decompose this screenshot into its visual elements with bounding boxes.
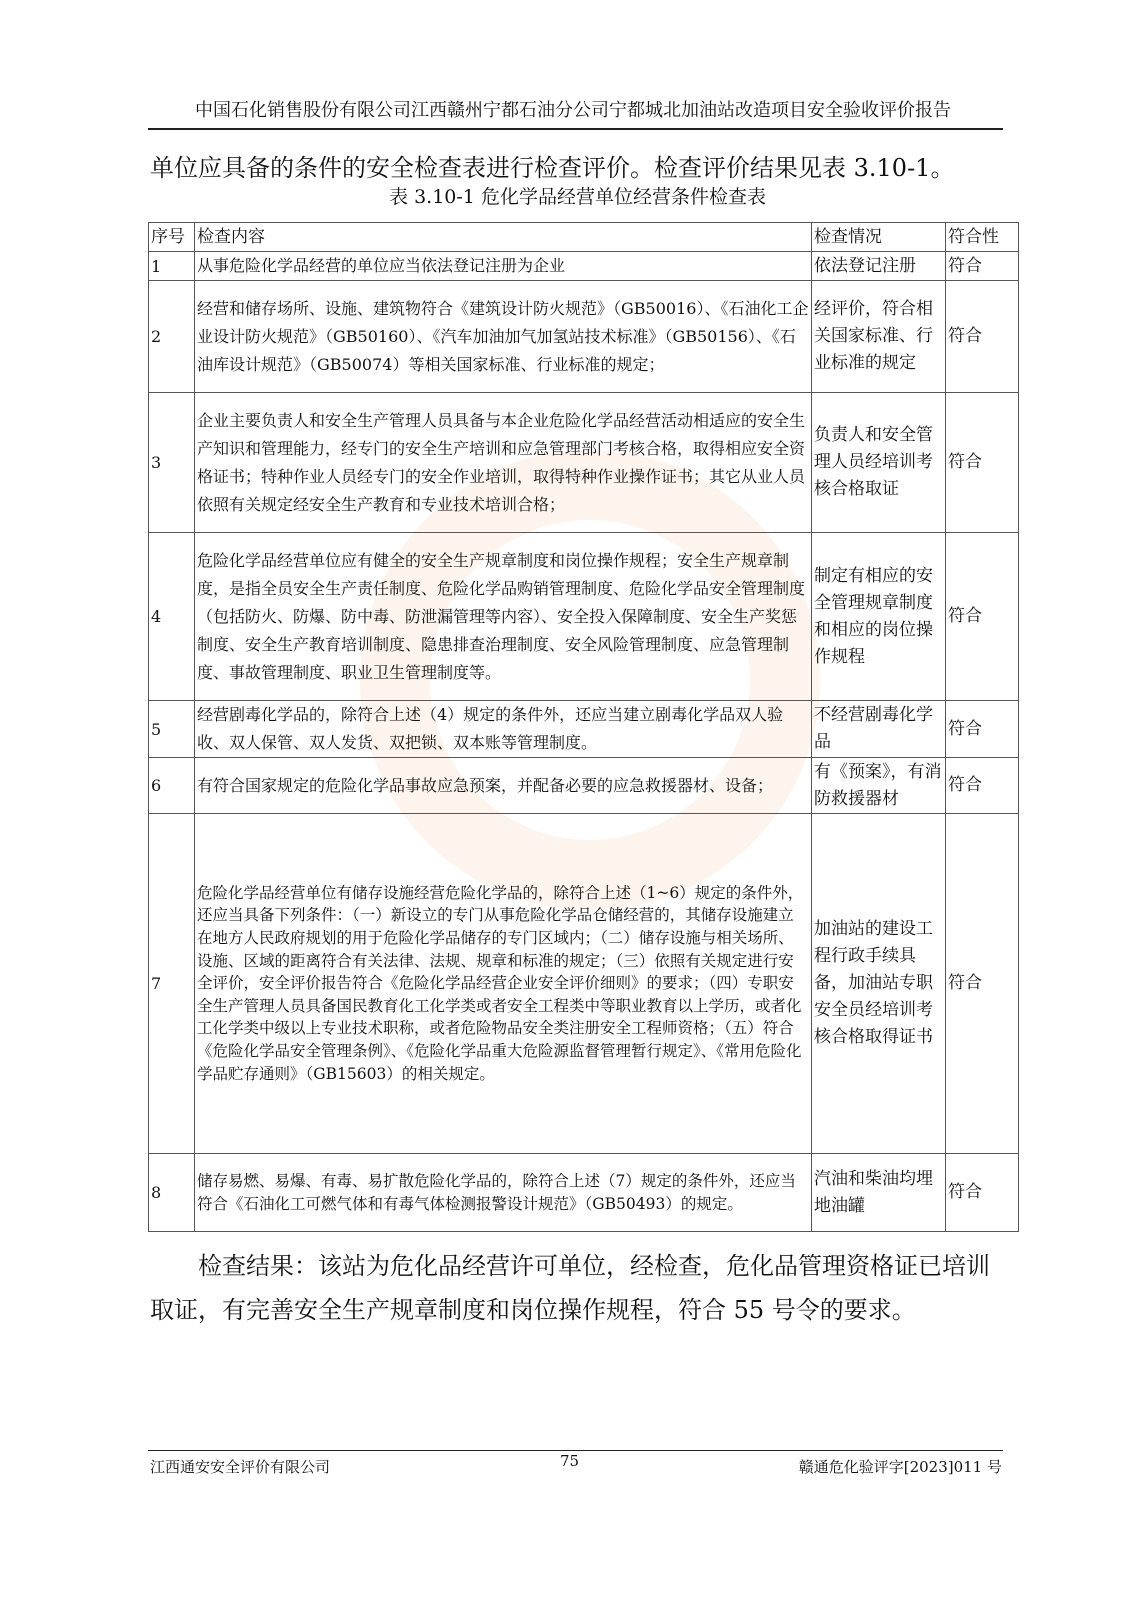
- row-content: 储存易燃、易爆、有毒、易扩散危险化学品的，除符合上述（7）规定的条件外，还应当符合《石油化工可燃气体和有毒气体检测报警设计规范》（GB50493）的规定。: [195, 1154, 812, 1232]
- row-result: 符合: [946, 701, 1019, 758]
- row-status: 汽油和柴油均埋地油罐: [812, 1154, 946, 1232]
- row-status: 不经营剧毒化学品: [812, 701, 946, 758]
- intro-text: 单位应具备的条件的安全检查表进行检查评价。检查评价结果见表 3.10-1。: [150, 154, 955, 182]
- row-result: 符合: [946, 281, 1019, 393]
- row-status: 依法登记注册: [812, 252, 946, 281]
- header-content: 检查内容: [195, 223, 812, 252]
- row-content: 经营剧毒化学品的，除符合上述（4）规定的条件外，还应当建立剧毒化学品双人验收、双人保管、双人发货、双把锁、双本账等管理制度。: [195, 701, 812, 758]
- row-seq: 7: [149, 814, 195, 1154]
- row-result: 符合: [946, 252, 1019, 281]
- check-table: [148, 222, 1019, 1232]
- table-row: [149, 701, 1019, 758]
- header-divider: [148, 128, 1003, 130]
- result-paragraph: 检查结果：该站为危化品经营许可单位，经检查，危化品管理资格证已培训取证，有完善安全生产规章制度和岗位操作规程，符合 55 号令的要求。: [150, 1252, 990, 1324]
- row-result: 符合: [946, 393, 1019, 533]
- row-seq: 1: [149, 252, 195, 281]
- table-row: [149, 393, 1019, 533]
- row-content: 经营和储存场所、设施、建筑物符合《建筑设计防火规范》（GB50016）、《石油化工企业设计防火规范》（GB50160）、《汽车加油加气加氢站技术标准》（GB50156）、《石油库设计规范》（GB50074）等相关国家标准、行业标准的规定；: [195, 281, 812, 393]
- row-content: 危险化学品经营单位有储存设施经营危险化学品的，除符合上述（1~6）规定的条件外，还应当具备下列条件：（一）新设立的专门从事危险化学品仓储经营的，其储存设施建立在地方人民政府规划的用于危险化学品储存的专门区域内；（二）储存设施与相关场所、设施、区域的距离符合有关法律、法规、规章和标准的规定；（三）依照有关规定进行安全评价，安全评价报告符合《危险化学品经营企业安全评价细则》的要求；（四）专职安全生产管理人员具备国民教育化工化学类或者安全工程类中等职业教育以上学历，或者化工化学类中级以上专业技术职称，或者危险物品安全类注册安全工程师资格；（五）符合《危险化学品安全管理条例》、《危险化学品重大危险源监督管理暂行规定》、《常用危险化学品贮存通则》（GB15603）的相关规定。: [195, 814, 812, 1154]
- footer-doc-number: 赣通危化验评字[2023]011 号: [798, 1458, 1002, 1476]
- header-status: 检查情况: [812, 223, 946, 252]
- row-seq: 5: [149, 701, 195, 758]
- row-status: 制定有相应的安全管理规章制度和相应的岗位操作规程: [812, 533, 946, 701]
- table-row: [149, 758, 1019, 814]
- footer-company: 江西通安安全评价有限公司: [150, 1458, 331, 1476]
- table-row: [149, 533, 1019, 701]
- row-seq: 2: [149, 281, 195, 393]
- table-row: [149, 814, 1019, 1154]
- row-content: 企业主要负责人和安全生产管理人员具备与本企业危险化学品经营活动相适应的安全生产知识和管理能力，经专门的安全生产培训和应急管理部门考核合格，取得相应安全资格证书；特种作业人员经专门的安全作业培训，取得特种作业操作证书；其它从业人员依照有关规定经安全生产教育和专业技术培训合格；: [195, 393, 812, 533]
- row-seq: 6: [149, 758, 195, 814]
- row-content: 有符合国家规定的危险化学品事故应急预案，并配备必要的应急救援器材、设备；: [195, 758, 812, 814]
- row-content: 危险化学品经营单位应有健全的安全生产规章制度和岗位操作规程；安全生产规章制度，是指全员安全生产责任制度、危险化学品购销管理制度、危险化学品安全管理制度（包括防火、防爆、防中毒、防泄漏管理等内容）、安全投入保障制度、安全生产奖惩制度、安全生产教育培训制度、隐患排查治理制度、安全风险管理制度、应急管理制度、事故管理制度、职业卫生管理制度等。: [195, 533, 812, 701]
- footer-divider: [148, 1450, 1003, 1451]
- header-result: 符合性: [946, 223, 1019, 252]
- row-seq: 8: [149, 1154, 195, 1232]
- row-result: 符合: [946, 758, 1019, 814]
- table-row: [149, 1154, 1019, 1232]
- row-status: 负责人和安全管理人员经培训考核合格取证: [812, 393, 946, 533]
- row-status: 有《预案》，有消防救援器材: [812, 758, 946, 814]
- table-row: [149, 281, 1019, 393]
- row-content: 从事危险化学品经营的单位应当依法登记注册为企业: [195, 252, 812, 281]
- page-header: 中国石化销售股份有限公司江西赣州宁都石油分公司宁都城北加油站改造项目安全验收评价报告: [195, 100, 951, 121]
- row-result: 符合: [946, 814, 1019, 1154]
- header-seq: 序号: [149, 223, 195, 252]
- page-number: 75: [560, 1452, 580, 1470]
- row-seq: 3: [149, 393, 195, 533]
- row-seq: 4: [149, 533, 195, 701]
- table-row: [149, 252, 1019, 281]
- row-status: 加油站的建设工程行政手续具备，加油站专职安全员经培训考核合格取得证书: [812, 814, 946, 1154]
- table-caption: 表 3.10-1 危化学品经营单位经营条件检查表: [389, 186, 766, 208]
- row-result: 符合: [946, 533, 1019, 701]
- row-result: 符合: [946, 1154, 1019, 1232]
- row-status: 经评价，符合相关国家标准、行业标准的规定: [812, 281, 946, 393]
- table-header-row: [149, 223, 1019, 252]
